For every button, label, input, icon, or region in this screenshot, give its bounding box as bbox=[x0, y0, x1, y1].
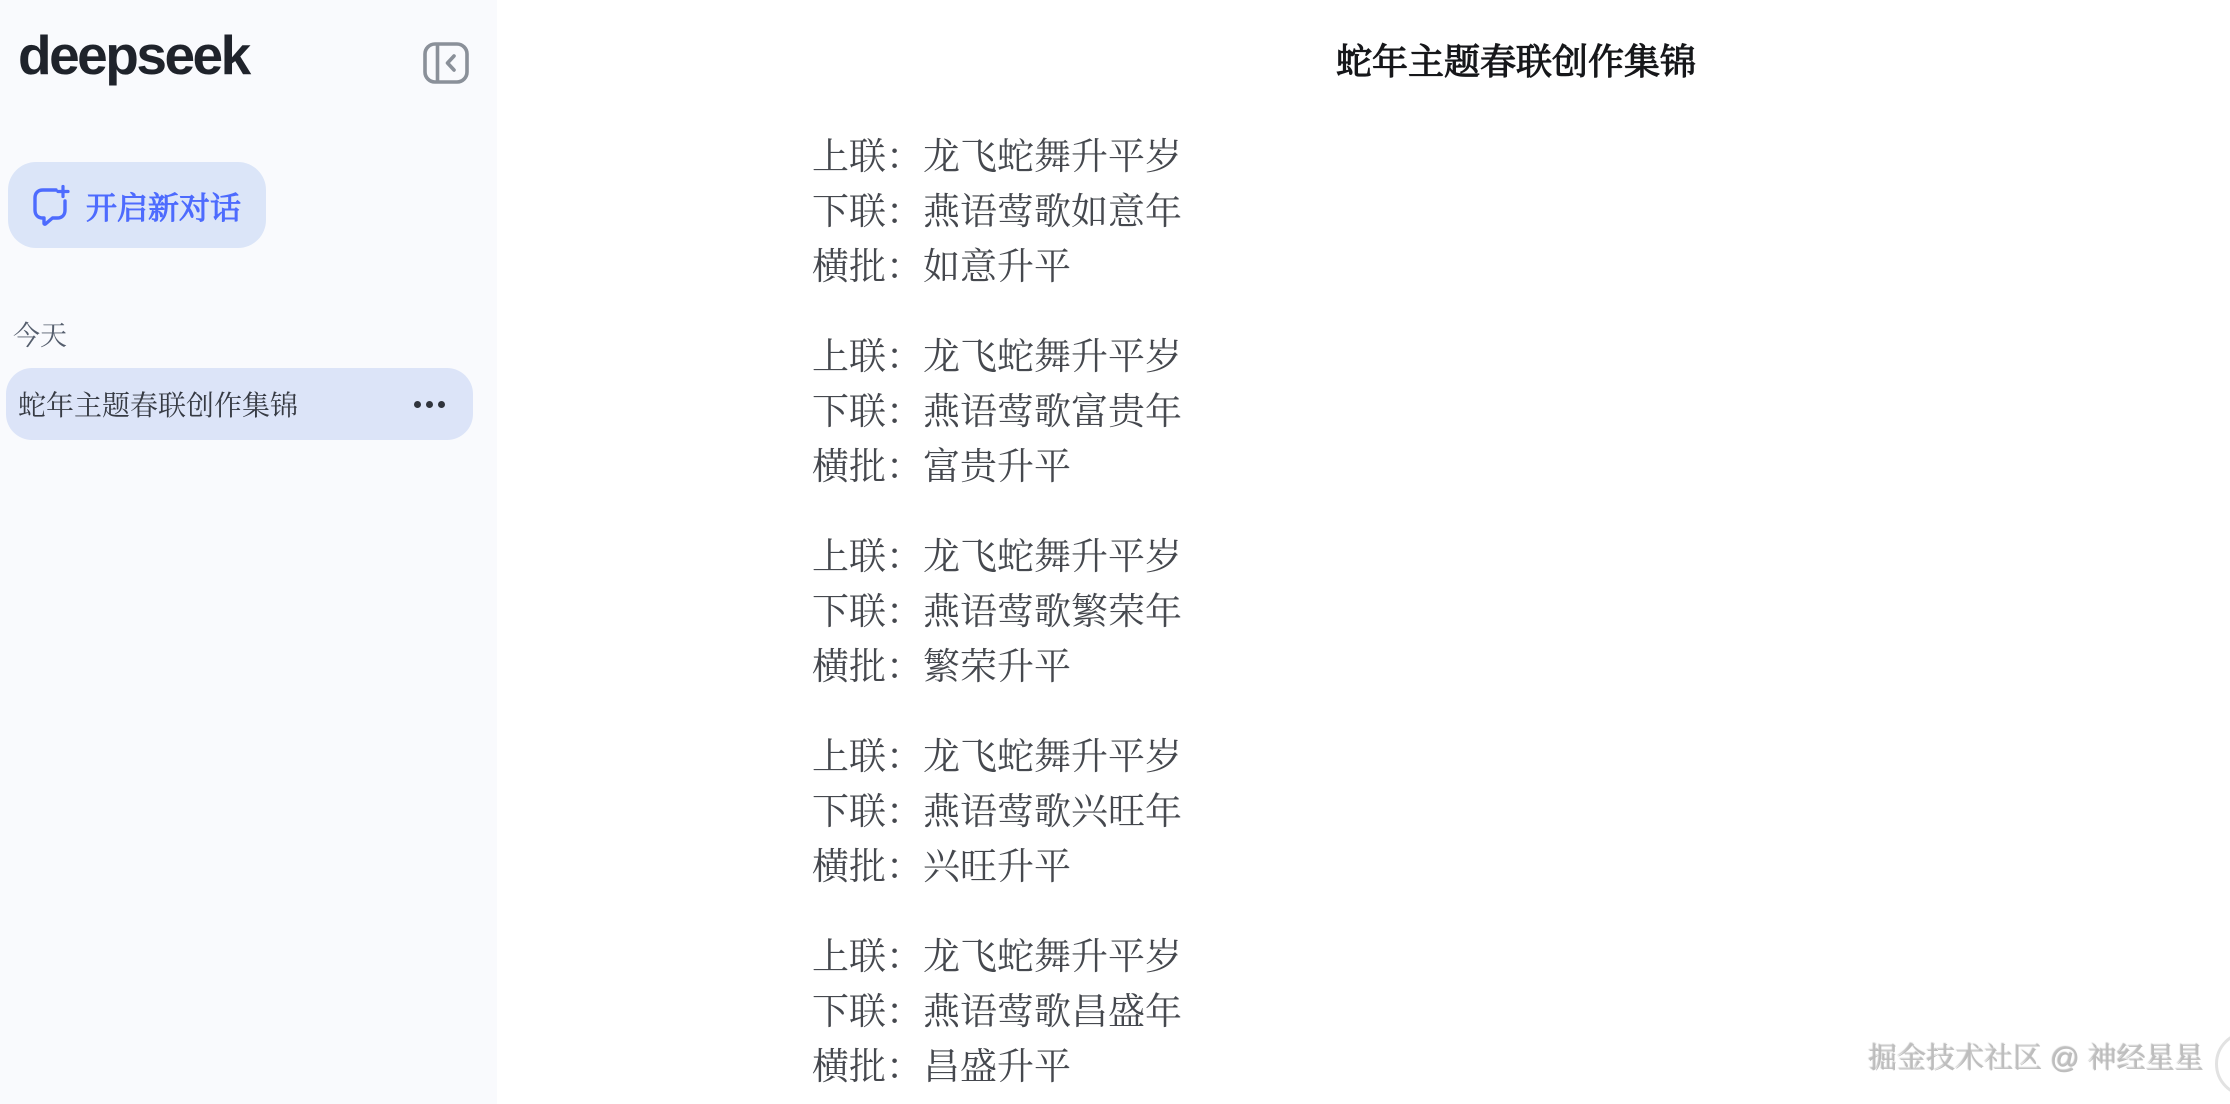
couplet-line: 上联：龙飞蛇舞升平岁 bbox=[812, 536, 1182, 577]
couplet-line: 下联：燕语莺歌如意年 bbox=[812, 191, 1182, 232]
couplet-group bbox=[812, 529, 2112, 694]
couplet-line: 下联：燕语莺歌繁荣年 bbox=[812, 591, 1182, 632]
couplet-line: 横批：富贵升平 bbox=[812, 446, 1071, 487]
deepseek-logo: deepseek bbox=[18, 24, 249, 86]
panel-collapse-icon bbox=[422, 41, 470, 88]
new-chat-label: 开启新对话 bbox=[86, 190, 241, 226]
new-chat-bubble-plus-icon bbox=[30, 184, 70, 226]
couplet-line: 横批：昌盛升平 bbox=[812, 1046, 1071, 1087]
couplet-line: 上联：龙飞蛇舞升平岁 bbox=[812, 936, 1182, 977]
couplet-line: 横批：如意升平 bbox=[812, 246, 1071, 287]
couplet-line: 上联：龙飞蛇舞升平岁 bbox=[812, 736, 1182, 777]
history-section-label-today: 今天 bbox=[13, 321, 67, 351]
couplet-line: 上联：龙飞蛇舞升平岁 bbox=[812, 336, 1182, 377]
chat-more-options-button[interactable] bbox=[414, 368, 445, 440]
sidebar bbox=[0, 0, 497, 1104]
assistant-message bbox=[812, 129, 2112, 1104]
watermark-text: 掘金技术社区 @ 神经星星 bbox=[1868, 1043, 2204, 1075]
couplet-group bbox=[812, 329, 2112, 494]
new-chat-button[interactable] bbox=[8, 162, 266, 248]
collapse-sidebar-button[interactable] bbox=[421, 41, 471, 87]
couplet-group bbox=[812, 129, 2112, 294]
couplet-line: 横批：繁荣升平 bbox=[812, 646, 1071, 687]
more-options-icon bbox=[414, 401, 421, 408]
couplet-line: 下联：燕语莺歌富贵年 bbox=[812, 391, 1182, 432]
more-options-icon bbox=[426, 401, 433, 408]
more-options-icon bbox=[438, 401, 445, 408]
chat-history-item[interactable] bbox=[6, 368, 473, 440]
chat-content-area bbox=[497, 0, 2230, 1104]
couplet-line: 横批：兴旺升平 bbox=[812, 846, 1071, 887]
chat-title: 蛇年主题春联创作集锦 bbox=[1335, 41, 1696, 82]
couplet-line: 下联：燕语莺歌昌盛年 bbox=[812, 991, 1182, 1032]
couplet-line: 下联：燕语莺歌兴旺年 bbox=[812, 791, 1182, 832]
chat-history-item-title: 蛇年主题春联创作集锦 bbox=[18, 390, 299, 421]
couplet-line: 上联：龙飞蛇舞升平岁 bbox=[812, 136, 1182, 177]
couplet-group bbox=[812, 729, 2112, 894]
